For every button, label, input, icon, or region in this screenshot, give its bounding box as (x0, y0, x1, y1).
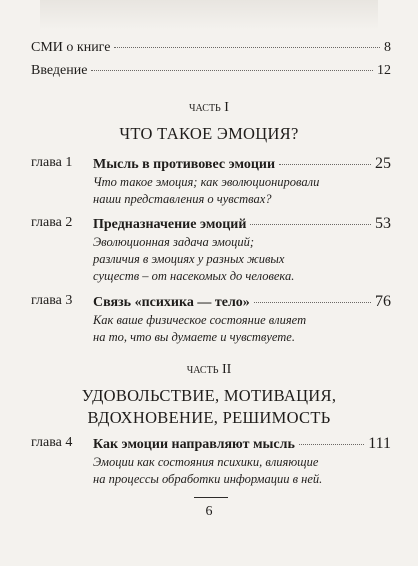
part-title-line: ВДОХНОВЕНИЕ, РЕШИМОСТЬ (87, 408, 331, 427)
description-line: на то, что вы думаете и чувствуете. (93, 330, 295, 344)
toc-entry-title: СМИ о книге (31, 40, 111, 55)
part-2-label: часть II (186, 362, 232, 377)
toc-entry-introduction[interactable] (31, 63, 391, 79)
chapter-number: глава 2 (31, 215, 73, 230)
description-line: существ – от насекомых до человека. (93, 269, 295, 283)
chapter-4-entry[interactable] (31, 435, 391, 491)
chapter-number: глава 1 (31, 155, 73, 170)
chapter-description (93, 454, 391, 488)
chapter-title: Предназначение эмоций (93, 217, 247, 232)
description-line: на процессы обработки информации в ней. (93, 472, 323, 486)
chapter-title: Как эмоции направляют мысль (93, 437, 295, 452)
previous-page-bleed (40, 0, 378, 30)
toc-entry-title: Введение (31, 63, 88, 78)
chapter-page: 76 (375, 293, 391, 310)
toc-entry-page: 8 (384, 40, 391, 55)
chapter-number: глава 3 (31, 293, 73, 308)
leader-dots (91, 70, 373, 71)
chapter-title: Мысль в противовес эмоции (93, 157, 276, 172)
chapter-description (93, 312, 391, 346)
leader-dots (279, 164, 371, 165)
description-line: различия в эмоциях у разных живых (93, 252, 285, 266)
description-line: Что такое эмоция; как эволюционировали (93, 175, 320, 189)
chapter-2-entry[interactable] (31, 215, 391, 295)
leader-dots (254, 302, 371, 303)
part-1-title: ЧТО ТАКОЕ ЭМОЦИЯ? (119, 124, 299, 143)
part-1-label: часть I (189, 100, 229, 115)
folio-rule (194, 497, 228, 498)
description-line: Эволюционная задача эмоций; (93, 235, 255, 249)
chapter-description (93, 234, 391, 285)
chapter-number: глава 4 (31, 435, 73, 450)
chapter-description (93, 174, 391, 208)
leader-dots (114, 47, 380, 48)
chapter-title: Связь «психика — тело» (93, 295, 250, 310)
leader-dots (299, 444, 364, 445)
description-line: Как ваше физическое состояние влияет (93, 313, 307, 327)
chapter-1-entry[interactable] (31, 155, 391, 217)
part-title-line: УДОВОЛЬСТВИЕ, МОТИВАЦИЯ, (81, 386, 337, 405)
description-line: наши представления о чувствах? (93, 192, 272, 206)
chapter-page: 53 (375, 215, 391, 232)
page-number: 6 (205, 504, 213, 519)
part-2-title (0, 385, 418, 429)
toc-entry-page: 12 (377, 63, 391, 78)
chapter-page: 111 (368, 435, 391, 452)
chapter-page: 25 (375, 155, 391, 172)
chapter-3-entry[interactable] (31, 293, 391, 355)
toc-entry-media[interactable] (31, 40, 391, 56)
leader-dots (250, 224, 371, 225)
description-line: Эмоции как состояния психики, влияющие (93, 455, 319, 469)
